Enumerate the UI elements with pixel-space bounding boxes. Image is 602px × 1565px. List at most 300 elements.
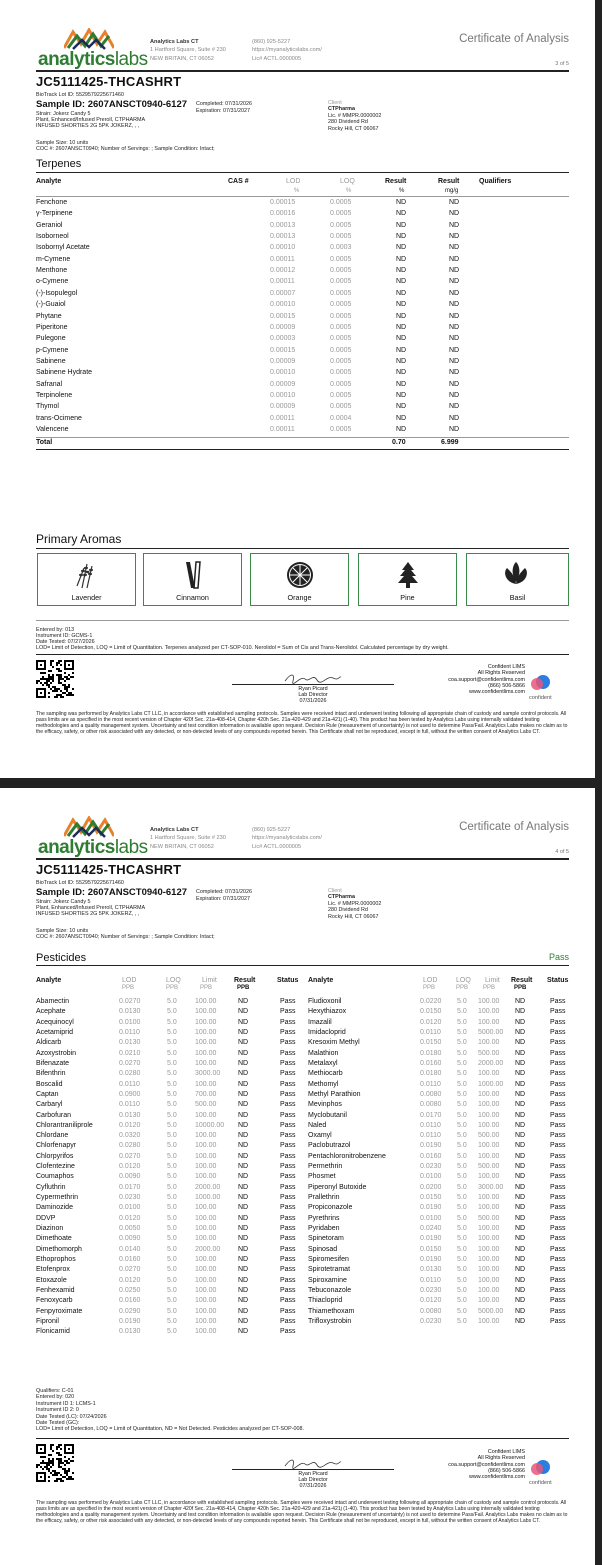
total-pct: 0.70 — [392, 439, 406, 446]
analyte-name: γ-Terpinene — [36, 210, 73, 218]
result-value: ND — [238, 1194, 249, 1202]
loq-value: 5.0 — [457, 1194, 467, 1202]
loq-value: 5.0 — [167, 1235, 177, 1243]
lod-value: 0.0190 — [420, 1235, 442, 1243]
pesticides-title: Pesticides — [36, 952, 87, 964]
lab-address — [150, 38, 226, 63]
result-mg: ND — [449, 199, 460, 206]
lod-value: 0.0280 — [119, 1142, 141, 1150]
analyte-name: Tebuconazole — [308, 1286, 352, 1294]
result-value: ND — [238, 1286, 249, 1294]
loq-value: 5.0 — [167, 1286, 177, 1294]
result-value: ND — [238, 1121, 249, 1129]
analyte-name: Boscalid — [36, 1080, 63, 1088]
loq-value: 5.0 — [457, 1152, 467, 1160]
loq-value: 5.0 — [167, 1276, 177, 1284]
table-row — [0, 1008, 595, 1018]
limit-value: 100.00 — [195, 1297, 217, 1305]
signature-line — [232, 1469, 394, 1470]
note-date_lc: Date Tested (LC): 07/24/2026 — [36, 1413, 107, 1420]
status-value: Pass — [280, 1039, 296, 1047]
analyte-name: Imazalil — [308, 1018, 332, 1026]
status-value: Pass — [280, 1008, 296, 1016]
result-pct: ND — [396, 255, 407, 263]
result-mg: ND — [449, 323, 460, 331]
loq-value: 5.0 — [457, 1276, 467, 1284]
terpenes-head-rule — [36, 196, 569, 197]
result-value: ND — [238, 1214, 249, 1222]
analyte-name: Paclobutrazol — [308, 1142, 351, 1150]
th-loq-right: LOQ — [456, 977, 471, 984]
lod-value: 0.00011 — [270, 278, 295, 286]
table-row — [0, 1050, 595, 1060]
th-qualifiers: Qualifiers — [479, 178, 512, 185]
loq-value: 5.0 — [457, 1121, 467, 1129]
analyte-name: Phosmet — [308, 1173, 336, 1181]
th-cas: CAS # — [228, 178, 249, 185]
status-value: Pass — [550, 1101, 566, 1109]
th-analyte-right: Analyte — [308, 977, 334, 984]
lod-value: 0.0180 — [420, 1070, 442, 1078]
result-mg: ND — [449, 346, 460, 354]
result-pct: ND — [396, 221, 407, 229]
product-name: INFUSED SHORTIES 2G 5PK JOKERZ, , , — [36, 911, 140, 917]
signer-role: Lab Director — [298, 692, 328, 698]
lab-license: Lic# ACTL.0000005 — [252, 55, 302, 62]
analyte-name: Abamectin — [36, 998, 70, 1005]
lod-value: 0.0100 — [420, 1214, 442, 1222]
table-row — [0, 403, 595, 414]
lod-value: 0.0210 — [119, 1049, 141, 1057]
lod-value: 0.0230 — [420, 1163, 442, 1171]
analyte-name: Oxamyl — [308, 1132, 332, 1140]
th-loq: LOQ — [340, 178, 355, 185]
analyte-name: Fenpyroximate — [36, 1307, 83, 1315]
limit-value: 100.00 — [195, 1080, 217, 1088]
confident-l5: www.confidentlims.com — [468, 1474, 525, 1481]
header-rule — [36, 70, 569, 72]
analyte-name: Pulegone — [36, 335, 66, 343]
result-value: ND — [515, 1049, 526, 1057]
footer-rule-2 — [36, 654, 569, 655]
result-value: ND — [515, 1142, 526, 1150]
analyte-name: Clofentezine — [36, 1163, 75, 1171]
aroma-label: Pine — [400, 593, 415, 602]
status-value: Pass — [550, 1286, 566, 1294]
analyte-name: Methiocarb — [308, 1070, 343, 1078]
lab-addr1: 1 Hartford Square, Suite # 230 — [150, 47, 226, 54]
limit-value: 100.00 — [195, 1214, 217, 1222]
status-value: Pass — [280, 1245, 296, 1253]
loq-value: 5.0 — [457, 1163, 467, 1171]
loq-value: 0.0005 — [330, 403, 352, 411]
lod-value: 0.0140 — [119, 1245, 141, 1253]
limit-value: 100.00 — [478, 1121, 500, 1129]
status-value: Pass — [280, 1080, 296, 1088]
lab-url: https://myanalyticslabs.com/ — [252, 835, 322, 842]
limit-value: 3000.00 — [195, 1070, 221, 1078]
analyte-name: Pyridaben — [308, 1225, 340, 1233]
lod-value: 0.0110 — [420, 1121, 441, 1129]
lod-value: 0.0250 — [119, 1286, 141, 1294]
note-date_gc: Date Tested (GC): — [36, 1420, 80, 1427]
analyte-name: Methomyl — [308, 1080, 339, 1088]
limit-value: 100.00 — [478, 1266, 500, 1274]
result-value: ND — [515, 1214, 526, 1222]
lod-value: 0.0190 — [420, 1256, 442, 1263]
result-value: ND — [238, 1101, 249, 1109]
coa-title: Certificate of Analysis — [459, 821, 569, 833]
result-mg: ND — [449, 357, 460, 365]
loq-value: 5.0 — [167, 1101, 177, 1109]
status-value: Pass — [550, 1225, 566, 1233]
status-value: Pass — [550, 1018, 566, 1026]
total-label: Total — [36, 439, 53, 446]
status-value: Pass — [550, 1235, 566, 1243]
result-value: ND — [238, 1059, 249, 1067]
completed-date: Completed: 07/31/2026 — [196, 101, 253, 107]
result-value: ND — [238, 1276, 249, 1284]
limit-value: 100.00 — [195, 1163, 217, 1171]
limit-value: 100.00 — [195, 1059, 217, 1067]
status-value: Pass — [550, 1090, 566, 1098]
lod-value: 0.00007 — [270, 289, 296, 297]
total-mg: 6.999 — [441, 439, 459, 446]
result-mg: ND — [449, 301, 460, 309]
aroma-label: Orange — [287, 593, 312, 602]
lod-value: 0.0120 — [119, 1121, 141, 1129]
loq-value: 5.0 — [167, 1163, 177, 1171]
loq-value: 0.0005 — [330, 335, 352, 343]
table-row — [0, 222, 595, 233]
result-value: ND — [238, 1328, 249, 1336]
analyte-name: Spirotetramat — [308, 1266, 351, 1274]
status-value: Pass — [280, 1214, 296, 1222]
client-block — [328, 888, 381, 920]
coa-page-pesticides — [0, 788, 595, 1565]
status-value: Pass — [550, 1121, 566, 1129]
limit-value: 2000.00 — [478, 1059, 504, 1067]
confident-logo — [529, 1459, 563, 1486]
status-value: Pass — [550, 1008, 566, 1016]
status-value: Pass — [280, 1266, 296, 1274]
lod-value: 0.0100 — [420, 1173, 442, 1181]
table-row — [0, 1039, 595, 1049]
analyte-name: Valencene — [36, 426, 69, 433]
product-type: Plant, Enhanced/Infused Preroll, CTPHARMA — [36, 117, 146, 123]
result-pct: ND — [396, 323, 407, 331]
lod-value: 0.0160 — [420, 1059, 442, 1067]
cinnamon-icon — [178, 560, 208, 590]
result-value: ND — [238, 1008, 249, 1016]
limit-value: 1000.00 — [478, 1080, 504, 1088]
logo-word-b: labs — [114, 837, 148, 858]
loq-value: 0.0004 — [330, 414, 352, 422]
result-value: ND — [515, 1132, 526, 1140]
status-value: Pass — [280, 1101, 296, 1109]
result-value: ND — [238, 1204, 249, 1212]
lab-phone: (860) 925-5227 — [252, 827, 291, 833]
status-value: Pass — [280, 1256, 296, 1263]
limit-value: 100.00 — [478, 1111, 500, 1119]
limit-value: 100.00 — [478, 1142, 500, 1150]
note-lod: LOD= Limit of Detection, LOQ = Limit of Quantitation. Terpenes analyzed per CT-SOP-010. Nerolidol = Sum of Cis and Trans-Nerolidol. Calculated percentage by dry weight. — [36, 644, 449, 651]
analyte-name: Acetamiprid — [36, 1028, 73, 1036]
limit-value: 1000.00 — [195, 1194, 221, 1202]
analyte-name: Chlordane — [36, 1132, 69, 1140]
result-mg: ND — [449, 335, 460, 343]
limit-value: 3000.00 — [478, 1183, 504, 1191]
analyte-name: Permethrin — [308, 1163, 343, 1171]
analyte-name: Phytane — [36, 312, 62, 320]
analyte-name: Diazinon — [36, 1225, 64, 1233]
confident-lims — [405, 1449, 525, 1480]
th-status-right: Status — [547, 977, 569, 984]
client-label: Client — [328, 100, 342, 106]
result-pct: ND — [396, 199, 407, 206]
lod-value: 0.0230 — [420, 1286, 442, 1294]
table-row — [0, 1132, 595, 1142]
confident-lims — [405, 664, 525, 695]
result-pct: ND — [396, 301, 407, 309]
lod-value: 0.0120 — [119, 1276, 141, 1284]
limit-value: 100.00 — [195, 1173, 217, 1181]
loq-value: 5.0 — [167, 1028, 177, 1036]
analyte-name: Chlorpyrifos — [36, 1152, 74, 1160]
analyte-name: Isoborneol — [36, 233, 69, 241]
table-row — [0, 244, 595, 255]
unit-res-right: PPB — [514, 985, 527, 991]
result-value: ND — [515, 1101, 526, 1109]
loq-value: 5.0 — [167, 1194, 177, 1202]
result-value: ND — [238, 1225, 249, 1233]
table-row — [0, 1184, 595, 1194]
analyte-name: Naled — [308, 1121, 327, 1129]
status-value: Pass — [280, 1297, 296, 1305]
client-license: Lic. # MMPR.0000002 — [328, 900, 382, 907]
limit-value: 100.00 — [478, 1204, 500, 1212]
lavender-icon — [72, 560, 102, 590]
confident-l2: All Rights Reserved — [477, 1455, 525, 1462]
loq-value: 5.0 — [457, 1049, 467, 1057]
pest-notes — [36, 1388, 304, 1433]
loq-value: 5.0 — [457, 1235, 467, 1243]
table-row — [0, 290, 595, 301]
lod-value: 0.0900 — [119, 1090, 141, 1098]
loq-value: 5.0 — [167, 1245, 177, 1253]
result-value: ND — [515, 1111, 526, 1119]
result-value: ND — [515, 1039, 526, 1047]
limit-value: 100.00 — [478, 1090, 500, 1098]
loq-value: 5.0 — [457, 1266, 467, 1274]
lod-value: 0.00010 — [270, 301, 296, 309]
lod-value: 0.0110 — [119, 1080, 140, 1088]
signer-role: Lab Director — [298, 1477, 328, 1483]
result-value: ND — [515, 1204, 526, 1212]
analyte-name: Piperitone — [36, 323, 68, 331]
loq-value: 5.0 — [167, 1183, 177, 1191]
table-row — [0, 278, 595, 289]
logo-word-b: labs — [114, 49, 148, 70]
status-value: Pass — [280, 1235, 296, 1243]
table-row — [0, 301, 595, 312]
lod-value: 0.0130 — [119, 1328, 141, 1336]
th-limit-left: Limit — [202, 977, 217, 984]
total-bottom-rule — [36, 449, 569, 450]
status-value: Pass — [550, 1142, 566, 1150]
result-pct: ND — [396, 391, 407, 399]
confident-l4: (866) 506-5866 — [488, 1467, 525, 1474]
th-lod-right: LOD — [423, 977, 438, 984]
loq-value: 5.0 — [167, 998, 177, 1005]
lod-value: 0.0100 — [119, 1018, 141, 1026]
analyte-name: (-)-Guaiol — [36, 301, 66, 309]
lod-value: 0.0270 — [119, 1152, 141, 1160]
analyte-name: Malathion — [308, 1049, 339, 1057]
result-pct: ND — [396, 357, 407, 365]
result-mg: ND — [449, 289, 460, 297]
table-row — [0, 392, 595, 403]
product-name: INFUSED SHORTIES 2G 5PK JOKERZ, , , — [36, 123, 140, 129]
confident-l5: www.confidentlims.com — [468, 689, 525, 696]
limit-value: 100.00 — [195, 1286, 217, 1294]
loq-value: 5.0 — [167, 1317, 177, 1325]
lod-value: 0.00009 — [270, 403, 296, 411]
table-row — [0, 1091, 595, 1101]
lod-value: 0.0080 — [420, 1090, 442, 1098]
lod-value: 0.00010 — [270, 244, 296, 252]
result-mg: ND — [449, 233, 460, 241]
loq-value: 0.0005 — [330, 369, 352, 377]
result-value: ND — [238, 1039, 249, 1047]
limit-value: 500.00 — [478, 1132, 500, 1140]
table-row — [0, 1256, 595, 1266]
result-value: ND — [515, 1286, 526, 1294]
table-row — [0, 1246, 595, 1256]
table-row — [0, 1194, 595, 1204]
result-value: ND — [238, 1163, 249, 1171]
confident-brand: confident — [529, 695, 552, 701]
result-value: ND — [515, 998, 526, 1005]
result-mg: ND — [449, 403, 460, 411]
lod-value: 0.00010 — [270, 391, 296, 399]
result-pct: ND — [396, 426, 407, 433]
table-row — [0, 1225, 595, 1235]
loq-value: 5.0 — [457, 1039, 467, 1047]
status-value: Pass — [550, 1276, 566, 1284]
analyte-name: Dimethomorph — [36, 1245, 82, 1253]
lab-logo — [38, 28, 148, 70]
client-addr2: Rocky Hill, CT 06067 — [328, 125, 379, 132]
unit-lim-left: PPB — [200, 985, 213, 991]
table-row — [0, 998, 595, 1008]
lod-value: 0.0120 — [119, 1163, 141, 1171]
analyte-name: Daminozide — [36, 1204, 73, 1212]
lod-value: 0.0270 — [119, 998, 141, 1005]
terpenes-title: Terpenes — [36, 158, 82, 170]
limit-value: 100.00 — [195, 1256, 217, 1263]
th-loq-left: LOQ — [166, 977, 181, 984]
analyte-name: Thiamethoxam — [308, 1307, 355, 1315]
th-analyte-left: Analyte — [36, 977, 62, 984]
table-row — [0, 381, 595, 392]
limit-value: 100.00 — [478, 1256, 500, 1263]
loq-value: 5.0 — [457, 1225, 467, 1233]
analyte-name: Etoxazole — [36, 1276, 67, 1284]
limit-value: 500.00 — [478, 1214, 500, 1222]
table-row — [0, 426, 595, 437]
lod-value: 0.0160 — [420, 1152, 442, 1160]
lod-value: 0.0080 — [420, 1307, 442, 1315]
lod-value: 0.0230 — [420, 1317, 442, 1325]
loq-value: 5.0 — [457, 1090, 467, 1098]
aromas-title: Primary Aromas — [36, 532, 122, 546]
status-value: Pass — [550, 1163, 566, 1171]
result-pct: ND — [396, 244, 407, 252]
loq-value: 5.0 — [167, 1080, 177, 1088]
result-pct: ND — [396, 233, 407, 241]
lod-value: 0.0120 — [420, 1018, 442, 1026]
loq-value: 5.0 — [457, 998, 467, 1005]
limit-value: 100.00 — [195, 1039, 217, 1047]
loq-value: 5.0 — [167, 1090, 177, 1098]
lod-value: 0.0090 — [119, 1173, 141, 1181]
unit-res2: mg/g — [445, 188, 459, 194]
lod-value: 0.0120 — [119, 1214, 141, 1222]
result-value: ND — [238, 1307, 249, 1315]
table-row — [0, 256, 595, 267]
lab-name: Analytics Labs CT — [150, 39, 199, 45]
analyte-name: Bifenazate — [36, 1059, 70, 1067]
limit-value: 100.00 — [478, 1245, 500, 1253]
status-value: Pass — [280, 1049, 296, 1057]
aroma-orange — [250, 553, 349, 606]
analyte-name: Spinetoram — [308, 1235, 344, 1243]
table-row — [0, 1277, 595, 1287]
lod-value: 0.0280 — [119, 1070, 141, 1078]
signature-date: 07/31/2026 — [299, 698, 327, 704]
result-mg: ND — [449, 267, 460, 275]
lod-value: 0.0220 — [420, 998, 442, 1005]
analyte-name: Captan — [36, 1090, 59, 1098]
th-result-right: Result — [511, 977, 533, 984]
lod-value: 0.0190 — [420, 1142, 442, 1150]
lod-value: 0.0230 — [119, 1194, 141, 1202]
lod-value: 0.00003 — [270, 335, 296, 343]
confident-l2: All Rights Reserved — [477, 670, 525, 677]
analyte-name: Aldicarb — [36, 1039, 62, 1047]
total-rule — [36, 437, 569, 438]
loq-value: 0.0005 — [330, 199, 352, 206]
sample-size: Sample Size: 10 units — [36, 928, 89, 934]
lod-value: 0.00010 — [270, 369, 296, 377]
table-row — [0, 1308, 595, 1318]
limit-value: 100.00 — [478, 1225, 500, 1233]
analyte-name: m-Cymene — [36, 255, 71, 263]
result-mg: ND — [449, 278, 460, 286]
limit-value: 100.00 — [195, 1225, 217, 1233]
analyte-name: Methyl Parathion — [308, 1090, 361, 1098]
loq-value: 0.0005 — [330, 426, 352, 433]
limit-value: 100.00 — [195, 1204, 217, 1212]
status-value: Pass — [550, 1111, 566, 1119]
sample-size: Sample Size: 10 units — [36, 140, 89, 146]
analyte-name: Thiacloprid — [308, 1297, 343, 1305]
status-value: Pass — [280, 1163, 296, 1171]
client-addr1: 280 Dividend Rd — [328, 907, 368, 914]
th-lod: LOD — [286, 178, 301, 185]
unit-lod: % — [294, 188, 300, 194]
